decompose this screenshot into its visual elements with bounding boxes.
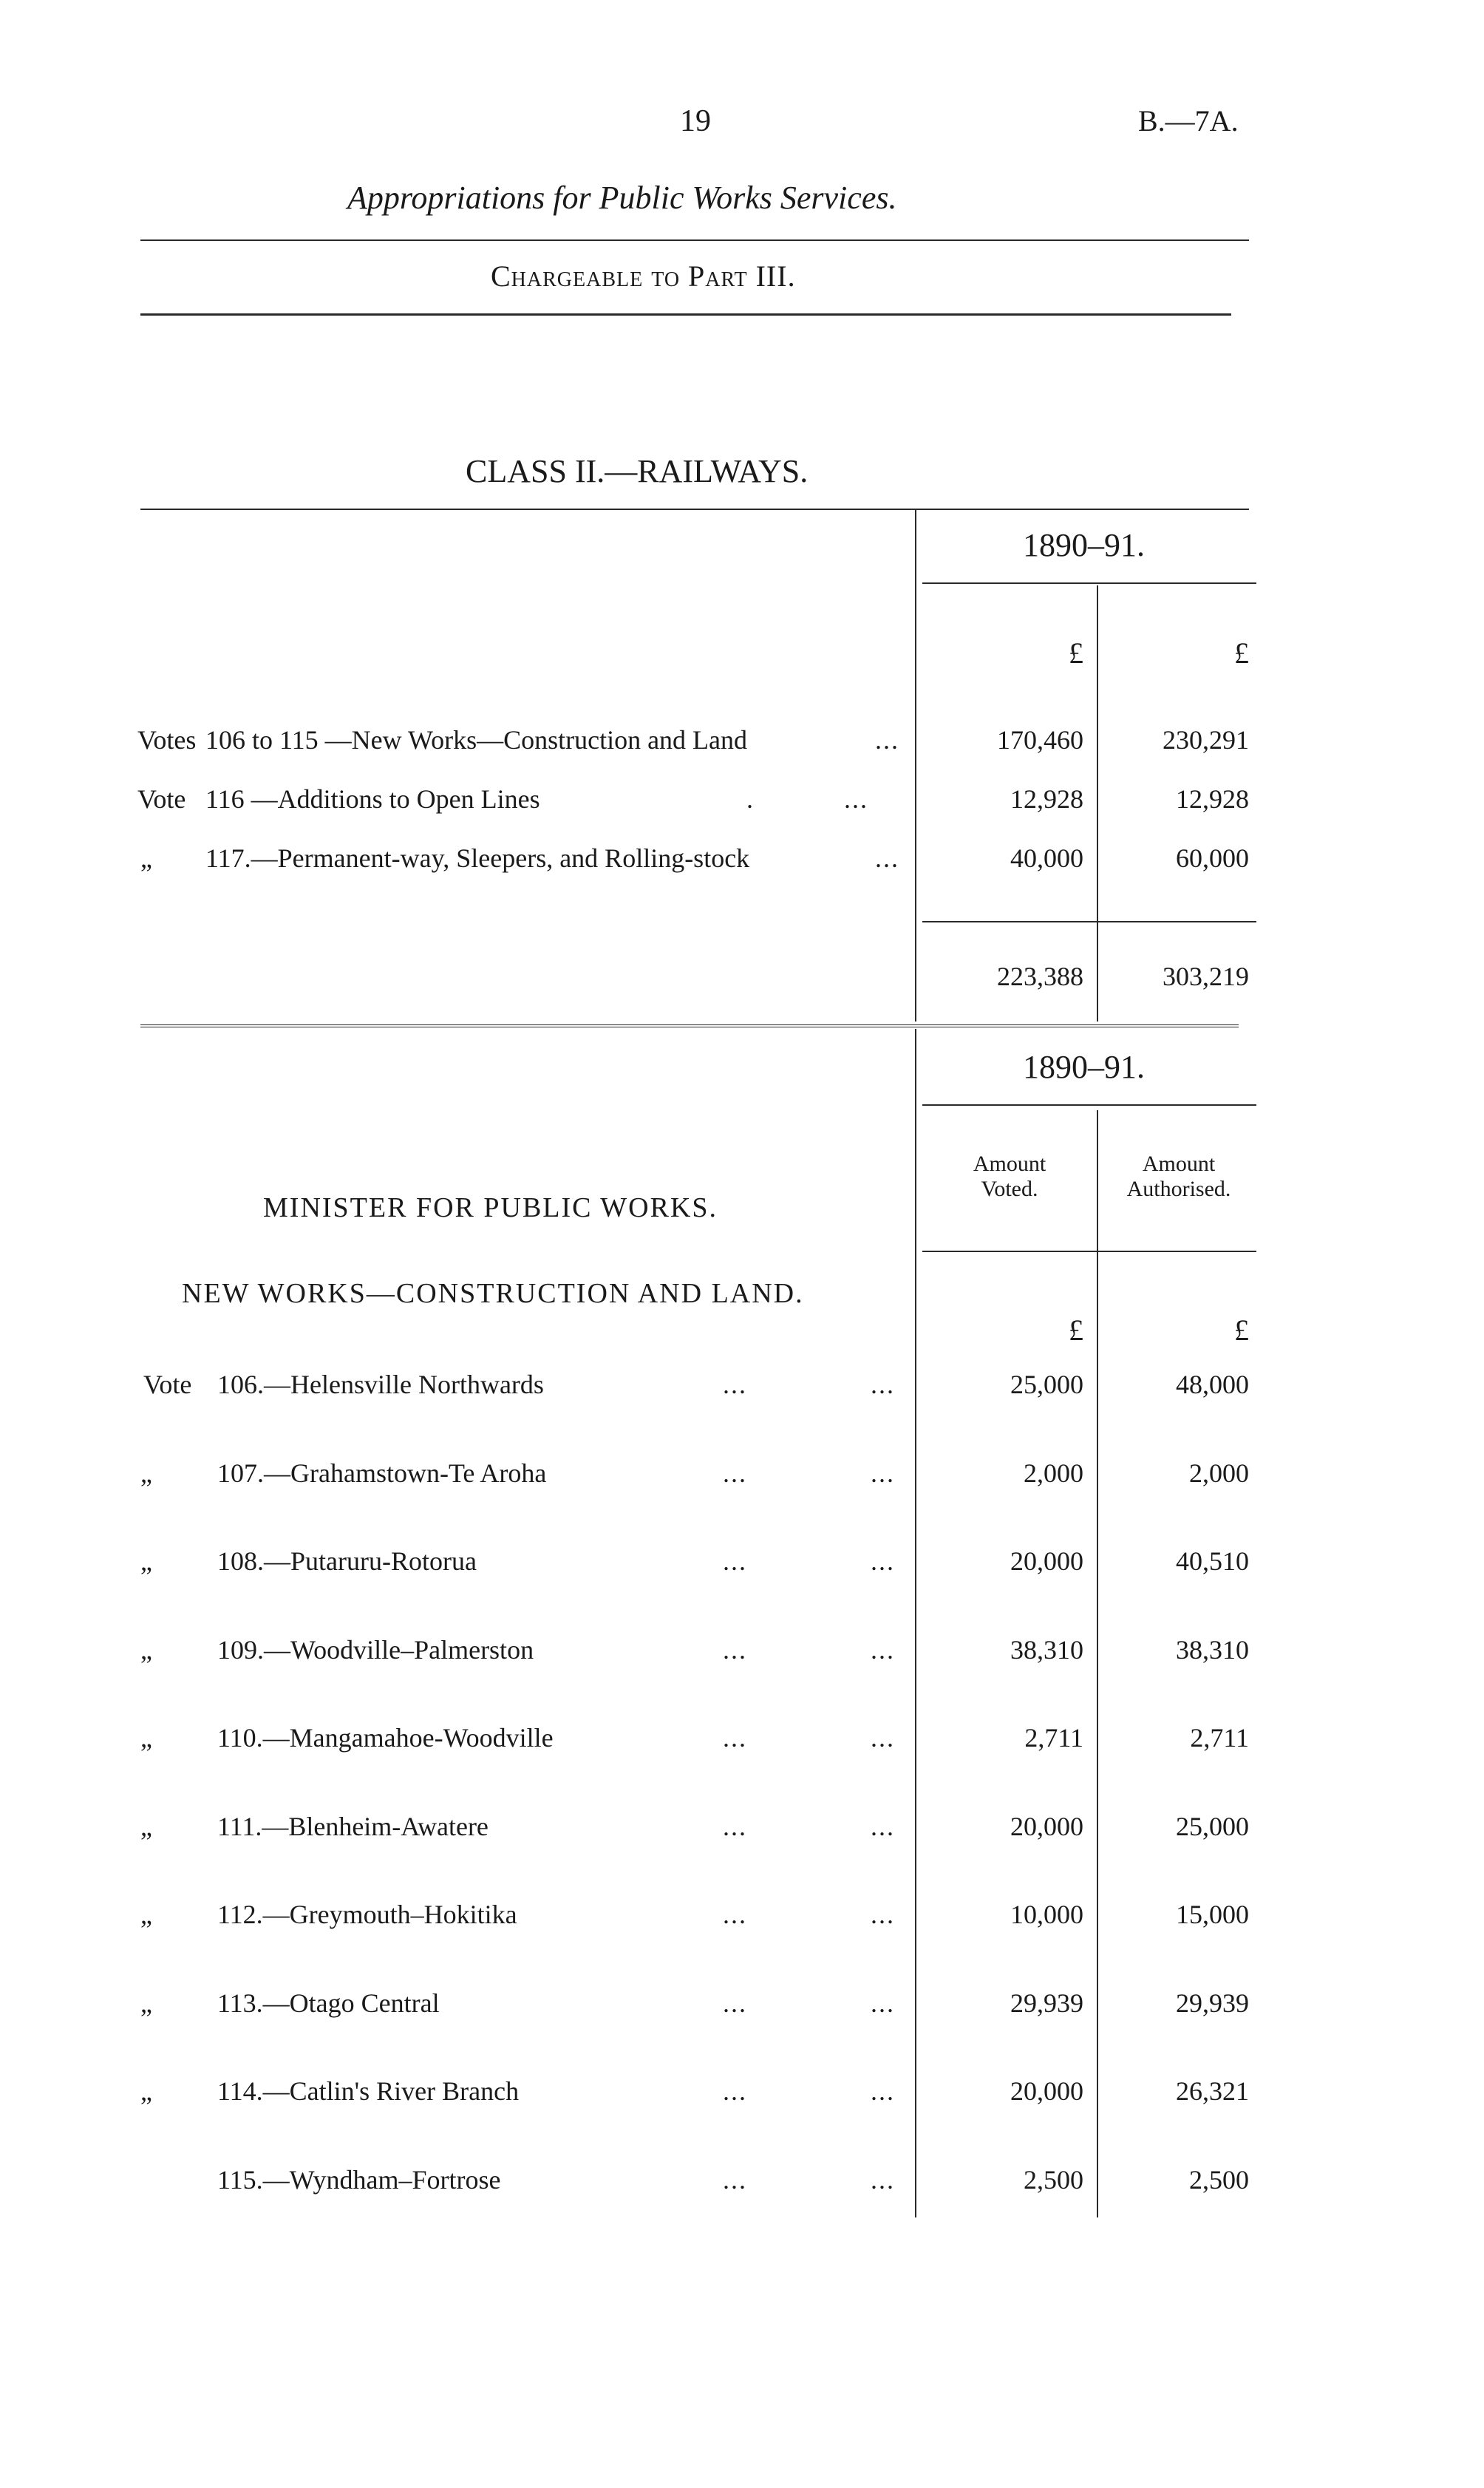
detail-row-prefix: „ xyxy=(140,1900,152,1929)
detail-col2-header: Amount Authorised. xyxy=(1126,1152,1231,1201)
detail-mid-vrule xyxy=(1097,1110,1098,2217)
detail-row-voted: 2,711 xyxy=(1024,1723,1083,1753)
summary-row-col1: 170,460 xyxy=(997,725,1083,755)
summary-row-leader: ... xyxy=(875,725,899,755)
summary-currency-col2: £ xyxy=(1234,636,1249,670)
detail-row-voted: 20,000 xyxy=(1010,1812,1083,1841)
summary-row-prefix: Votes xyxy=(137,725,197,755)
detail-row-voted: 25,000 xyxy=(1010,1370,1083,1399)
detail-row-prefix: „ xyxy=(140,1635,152,1665)
detail-header-rule xyxy=(922,1251,1256,1252)
detail-row-label: 110.—Mangamahoe-Woodville xyxy=(217,1723,554,1753)
detail-col1-header: Amount Voted. xyxy=(973,1152,1046,1201)
detail-row-dots: ... xyxy=(871,1812,895,1841)
detail-row-prefix: „ xyxy=(140,1988,152,2018)
detail-row-authorised: 38,310 xyxy=(1176,1635,1249,1665)
summary-row-label: 106 to 115 —New Works—Construction and Land xyxy=(205,725,748,755)
detail-row-dots: ... xyxy=(723,1458,747,1488)
detail-row-prefix: „ xyxy=(140,1546,152,1576)
detail-left-vrule xyxy=(915,1029,916,2217)
detail-row-dots: ... xyxy=(871,2165,895,2195)
summary-bottom-rule xyxy=(140,1024,1239,1027)
detail-row-authorised: 15,000 xyxy=(1176,1900,1249,1929)
detail-row-dots: ... xyxy=(871,1900,895,1929)
summary-row-label: 116 —Additions to Open Lines xyxy=(205,784,540,814)
part-subtitle: Chargeable to Part III. xyxy=(491,259,796,293)
class-heading: CLASS II.—RAILWAYS. xyxy=(466,453,809,489)
detail-row-dots: ... xyxy=(723,1988,747,2018)
detail-row-dots: ... xyxy=(723,1370,747,1399)
detail-row-prefix: „ xyxy=(140,1812,152,1841)
detail-row-prefix: „ xyxy=(140,1723,152,1753)
summary-total-col2: 303,219 xyxy=(1163,962,1249,991)
detail-row-dots: ... xyxy=(871,1546,895,1576)
detail-row-voted: 10,000 xyxy=(1010,1900,1083,1929)
summary-row-leader: . ... xyxy=(746,784,868,814)
detail-row-dots: ... xyxy=(871,1635,895,1665)
detail-row-dots: ... xyxy=(723,1635,747,1665)
detail-row-dots: ... xyxy=(871,1723,895,1753)
detail-row-voted: 2,500 xyxy=(1024,2165,1083,2195)
detail-row-dots: ... xyxy=(871,1370,895,1399)
detail-row-dots: ... xyxy=(723,1723,747,1753)
detail-row-authorised: 2,000 xyxy=(1189,1458,1249,1488)
detail-row-label: 111.—Blenheim-Awatere xyxy=(217,1812,489,1841)
detail-row-dots: ... xyxy=(723,2076,747,2106)
summary-row-prefix: „ xyxy=(140,843,152,873)
detail-row-dots: ... xyxy=(723,1900,747,1929)
detail-row-voted: 20,000 xyxy=(1010,1546,1083,1576)
summary-year-header: 1890–91. xyxy=(1023,527,1145,563)
detail-row-label: 114.—Catlin's River Branch xyxy=(217,2076,520,2106)
detail-row-label: 112.—Greymouth–Hokitika xyxy=(217,1900,517,1929)
page-number: 19 xyxy=(680,104,711,138)
detail-row-authorised: 29,939 xyxy=(1176,1988,1249,2018)
detail-row-authorised: 25,000 xyxy=(1176,1812,1249,1841)
detail-row-authorised: 2,500 xyxy=(1189,2165,1249,2195)
detail-year-rule xyxy=(922,1104,1256,1106)
summary-mid-vrule xyxy=(1097,585,1098,1022)
detail-row-dots: ... xyxy=(723,2165,747,2195)
detail-row-dots: ... xyxy=(723,1546,747,1576)
detail-row-authorised: 48,000 xyxy=(1176,1370,1249,1399)
detail-row-voted: 38,310 xyxy=(1010,1635,1083,1665)
detail-row-authorised: 26,321 xyxy=(1176,2076,1249,2106)
summary-row-col2: 12,928 xyxy=(1176,784,1249,814)
detail-row-label: 109.—Woodville–Palmerston xyxy=(217,1635,534,1665)
summary-row-col2: 60,000 xyxy=(1176,843,1249,873)
detail-row-label: 113.—Otago Central xyxy=(217,1988,440,2018)
detail-row-label: 115.—Wyndham–Fortrose xyxy=(217,2165,501,2195)
detail-currency-col1: £ xyxy=(1069,1313,1083,1347)
summary-row-label: 117.—Permanent-way, Sleepers, and Rolling-stock xyxy=(205,843,750,873)
detail-row-voted: 20,000 xyxy=(1010,2076,1083,2106)
minister-heading: MINISTER FOR PUBLIC WORKS. xyxy=(263,1192,718,1223)
summary-total-rule xyxy=(922,921,1256,922)
rule-top-1 xyxy=(140,239,1249,241)
summary-total-col1: 223,388 xyxy=(997,962,1083,991)
detail-row-label: 106.—Helensville Northwards xyxy=(217,1370,544,1399)
detail-row-prefix: „ xyxy=(140,1458,152,1488)
summary-left-vrule xyxy=(915,510,916,1022)
detail-row-label: 107.—Grahamstown-Te Aroha xyxy=(217,1458,547,1488)
summary-row-col1: 12,928 xyxy=(1010,784,1083,814)
detail-row-dots: ... xyxy=(871,1988,895,2018)
summary-row-prefix: Vote xyxy=(137,784,186,814)
detail-row-prefix: „ xyxy=(140,2076,152,2106)
detail-row-dots: ... xyxy=(723,1812,747,1841)
summary-row-leader: ... xyxy=(875,843,899,873)
rule-top-2 xyxy=(140,313,1231,316)
summary-currency-col1: £ xyxy=(1069,636,1083,670)
detail-row-prefix: Vote xyxy=(143,1370,192,1399)
page-title: Appropriations for Public Works Services. xyxy=(347,180,897,216)
document-reference: B.—7A. xyxy=(1138,104,1239,137)
section-heading: NEW WORKS—CONSTRUCTION AND LAND. xyxy=(182,1278,804,1309)
detail-row-authorised: 2,711 xyxy=(1190,1723,1249,1753)
summary-row-col2: 230,291 xyxy=(1163,725,1249,755)
detail-row-dots: ... xyxy=(871,1458,895,1488)
detail-row-voted: 29,939 xyxy=(1010,1988,1083,2018)
summary-top-rule xyxy=(140,509,1249,510)
summary-year-rule xyxy=(922,582,1256,584)
detail-row-label: 108.—Putaruru-Rotorua xyxy=(217,1546,477,1576)
detail-row-dots: ... xyxy=(871,2076,895,2106)
detail-row-authorised: 40,510 xyxy=(1176,1546,1249,1576)
detail-currency-col2: £ xyxy=(1234,1313,1249,1347)
detail-year-header: 1890–91. xyxy=(1023,1049,1145,1085)
summary-row-col1: 40,000 xyxy=(1010,843,1083,873)
detail-row-voted: 2,000 xyxy=(1024,1458,1083,1488)
